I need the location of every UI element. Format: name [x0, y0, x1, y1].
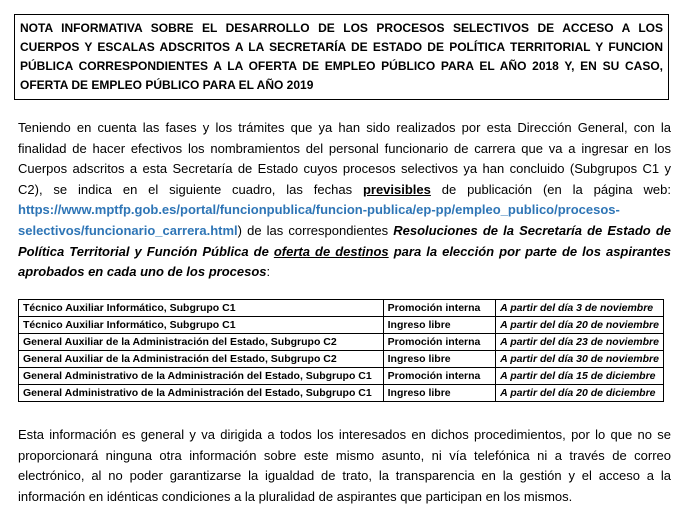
cell-date: A partir del día 3 de noviembre — [496, 300, 664, 317]
cell-body: General Auxiliar de la Administración del Estado, Subgrupo C2 — [19, 351, 384, 368]
intro-text-d: : — [266, 264, 271, 280]
cell-access-type: Promoción interna — [383, 334, 495, 351]
cell-access-type: Promoción interna — [383, 300, 495, 317]
oferta-destinos-emphasis: oferta de destinos — [273, 243, 389, 259]
table-row — [19, 317, 664, 334]
cell-date: A partir del día 20 de diciembre — [496, 385, 664, 402]
cell-body: Técnico Auxiliar Informático, Subgrupo C1 — [19, 317, 384, 334]
resolutions-italic-b: para la elección por parte de los aspirantes aprobados en cada uno de los procesos — [18, 243, 672, 280]
intro-text-c: ) de las correspondientes — [237, 222, 394, 238]
web-link[interactable]: https://www.mptfp.gob.es/portal/funcionpublica/funcion-publica/ep-pp/empleo_publico/procesos-selectivos/funcionario_carrera.html — [18, 202, 620, 238]
cell-access-type: Promoción interna — [383, 368, 495, 385]
table-row — [19, 300, 664, 317]
table-row — [19, 368, 664, 385]
intro-text-a: Teniendo en cuenta las fases y los trámites que ya han sido realizados por esta Dirección General, con la finalidad de hacer efectivos los nombramientos del personal funcionario de carrera que va a ingresar en los Cuerpos adscritos a esta Secretaría de Estado cuyos procesos selectivos ya han concluido (Subgrupos C1 y C2), se indica en el siguiente cuadro, las fechas — [18, 120, 671, 197]
table-row — [19, 351, 664, 368]
cell-access-type: Ingreso libre — [383, 385, 495, 402]
cell-date: A partir del día 23 de noviembre — [496, 334, 664, 351]
previsibles-emphasis: previsibles — [362, 181, 431, 197]
intro-paragraph — [18, 118, 671, 283]
cell-date: A partir del día 30 de noviembre — [496, 351, 664, 368]
publication-schedule-table — [18, 299, 664, 402]
cell-body: General Auxiliar de la Administración del Estado, Subgrupo C2 — [19, 334, 384, 351]
closing-text: Esta información es general y va dirigida a todos los interesados en dichos procedimientos, por lo que no se proporcionará ninguna otra información sobre este mismo asunto, ni vía telefónica ni a través de correo electrónico, al no poder garantizarse la igualdad de trato, la transparencia en la gestión y el acceso a la información en idénticas condiciones a la pluralidad de aspirantes que participan en los mismos. — [18, 427, 671, 504]
cell-body: Técnico Auxiliar Informático, Subgrupo C1 — [19, 300, 384, 317]
notice-title-text: NOTA INFORMATIVA SOBRE EL DESARROLLO DE LOS PROCESOS SELECTIVOS DE ACCESO A LOS CUERPOS Y ESCALAS ADSCRITOS A LA SECRETARÍA DE ESTADO DE POLÍTICA TERRITORIAL Y FUNCION PÚBLICA CORRESPONDIENTES A LA OFERTA DE EMPLEO PÚBLICO PARA EL AÑO 2018 Y, EN SU CASO, OFERTA DE EMPLEO PÚBLICO PARA EL AÑO 2019 — [20, 21, 663, 92]
cell-access-type: Ingreso libre — [383, 351, 495, 368]
table-row — [19, 385, 664, 402]
cell-access-type: Ingreso libre — [383, 317, 495, 334]
cell-date: A partir del día 20 de noviembre — [496, 317, 664, 334]
notice-title — [14, 14, 669, 100]
intro-text-b: de publicación (en la página web: — [430, 181, 671, 197]
table-row — [19, 334, 664, 351]
cell-body: General Administrativo de la Administración del Estado, Subgrupo C1 — [19, 368, 384, 385]
cell-body: General Administrativo de la Administración del Estado, Subgrupo C1 — [19, 385, 384, 402]
cell-date: A partir del día 15 de diciembre — [496, 368, 664, 385]
resolutions-italic-a: Resoluciones de la Secretaría de Estado de Política Territorial y Función Pública de — [18, 222, 671, 259]
closing-paragraph — [18, 425, 671, 507]
